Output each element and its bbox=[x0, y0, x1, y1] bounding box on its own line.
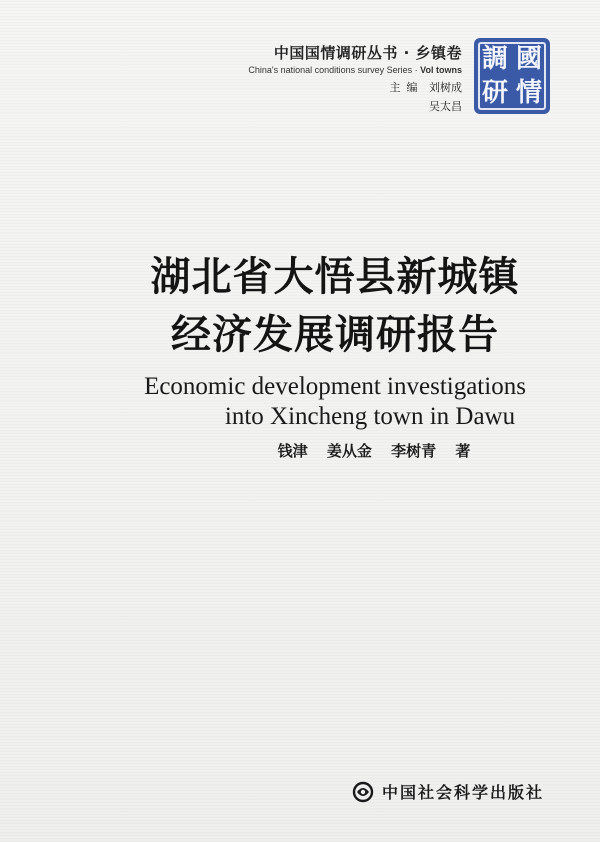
publisher bbox=[352, 780, 544, 803]
authors-line bbox=[0, 440, 600, 461]
editor-row bbox=[248, 79, 462, 95]
editor-role: 主编 bbox=[389, 81, 424, 94]
book-title bbox=[0, 248, 600, 364]
seal-char: 研 bbox=[481, 78, 508, 108]
publisher-logo-icon bbox=[352, 781, 374, 803]
seal-char: 調 bbox=[481, 44, 508, 74]
series-header bbox=[248, 42, 462, 114]
seal-char: 國 bbox=[515, 44, 542, 74]
series-subtitle bbox=[248, 65, 462, 75]
series-subtitle-prefix: China's national conditions survey Series · bbox=[248, 65, 421, 75]
series-subtitle-bold: Vol towns bbox=[420, 65, 462, 75]
editor-name-1: 刘树成 bbox=[429, 81, 462, 94]
author-name: 姜从金 bbox=[326, 442, 372, 460]
seal-char: 情 bbox=[515, 78, 542, 108]
author-name: 李树青 bbox=[391, 442, 437, 460]
series-title: 中国国情调研丛书 · 乡镇卷 bbox=[273, 44, 462, 62]
english-title-line-2: into Xincheng town in Dawu bbox=[224, 403, 516, 430]
english-title bbox=[0, 372, 600, 432]
publisher-name: 中国社会科学出版社 bbox=[382, 783, 545, 802]
seal-stamp-icon bbox=[474, 38, 550, 114]
title-line-2: 经济发展调研报告 bbox=[171, 311, 499, 358]
editor-name-2: 吴太昌 bbox=[429, 100, 462, 113]
author-suffix: 著 bbox=[455, 442, 471, 460]
english-title-line-1: Economic development investigations bbox=[144, 373, 526, 400]
title-line-1: 湖北省大悟县新城镇 bbox=[150, 253, 520, 300]
author-name: 钱津 bbox=[277, 442, 308, 460]
